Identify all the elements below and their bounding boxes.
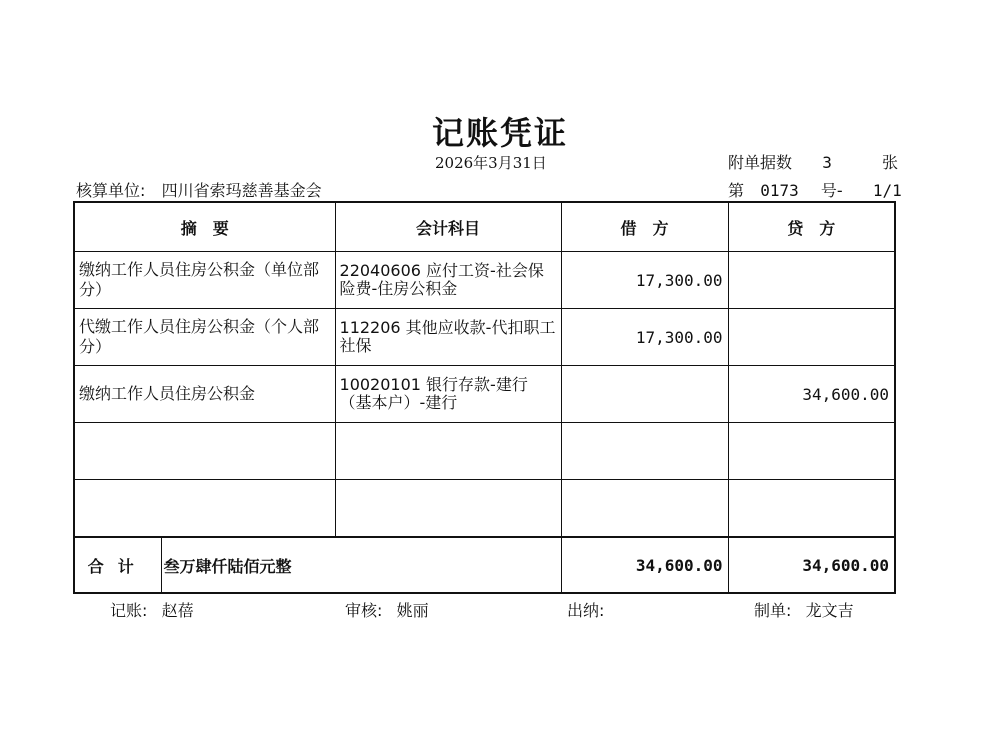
bookkeeper-label: 记账: <box>110 601 148 620</box>
header-row <box>74 202 895 252</box>
attachment-unit: 张 <box>882 153 899 172</box>
signature-bookkeeper <box>110 598 194 621</box>
table-row <box>74 366 895 423</box>
signature-reviewer <box>345 598 429 621</box>
row-summary <box>74 423 335 480</box>
total-debit: 34,600.00 <box>561 537 728 593</box>
row-summary <box>74 480 335 538</box>
voucher-title: 记账凭证 <box>431 114 568 152</box>
unit-label: 核算单位: <box>76 181 146 200</box>
row-account <box>335 423 561 480</box>
signature-cashier <box>567 598 614 621</box>
total-in-words: 叁万肆仟陆佰元整 <box>161 537 561 593</box>
header-summary: 摘 要 <box>74 202 335 252</box>
attachment-count: 3 <box>822 153 832 172</box>
page-indicator: 1/1 <box>872 181 902 200</box>
table-row <box>74 480 895 538</box>
voucher-date: 2026年3月31日 <box>435 154 547 172</box>
voucher-number <box>728 178 902 201</box>
preparer-label: 制单: <box>754 601 792 620</box>
row-account: 10020101 银行存款-建行（基本户）-建行 <box>335 366 561 423</box>
attachment-info <box>728 150 898 173</box>
header-account: 会计科目 <box>335 202 561 252</box>
unit-name: 四川省索玛慈善基金会 <box>161 181 322 200</box>
row-credit <box>728 480 895 538</box>
row-credit: 34,600.00 <box>728 366 895 423</box>
reviewer-name: 姚丽 <box>396 601 429 620</box>
row-account: 22040606 应付工资-社会保险费-住房公积金 <box>335 252 561 309</box>
row-summary: 缴纳工作人员住房公积金（单位部分） <box>74 252 335 309</box>
row-debit <box>561 366 728 423</box>
row-account: 112206 其他应收款-代扣职工社保 <box>335 309 561 366</box>
voucher-table <box>73 201 896 594</box>
table-row <box>74 423 895 480</box>
row-credit <box>728 309 895 366</box>
reviewer-label: 审核: <box>345 601 383 620</box>
total-row <box>74 537 895 593</box>
header-debit: 借 方 <box>561 202 728 252</box>
signature-preparer <box>754 598 854 621</box>
row-debit: 17,300.00 <box>561 309 728 366</box>
row-summary: 代缴工作人员住房公积金（个人部分） <box>74 309 335 366</box>
bookkeeper-name: 赵蓓 <box>161 601 194 620</box>
table-row <box>74 252 895 309</box>
attachment-label: 附单据数 <box>728 153 793 172</box>
table-row <box>74 309 895 366</box>
cashier-label: 出纳: <box>567 601 605 620</box>
row-credit <box>728 423 895 480</box>
total-label: 合计 <box>74 537 161 593</box>
number-suffix: 号- <box>820 181 843 200</box>
row-debit <box>561 423 728 480</box>
number-value: 0173 <box>760 181 799 200</box>
total-credit: 34,600.00 <box>728 537 895 593</box>
row-debit <box>561 480 728 538</box>
header-credit: 贷 方 <box>728 202 895 252</box>
row-debit: 17,300.00 <box>561 252 728 309</box>
row-credit <box>728 252 895 309</box>
preparer-name: 龙文吉 <box>805 601 854 620</box>
accounting-unit <box>76 178 322 201</box>
number-prefix: 第 <box>728 181 745 200</box>
row-summary: 缴纳工作人员住房公积金 <box>74 366 335 423</box>
row-account <box>335 480 561 538</box>
